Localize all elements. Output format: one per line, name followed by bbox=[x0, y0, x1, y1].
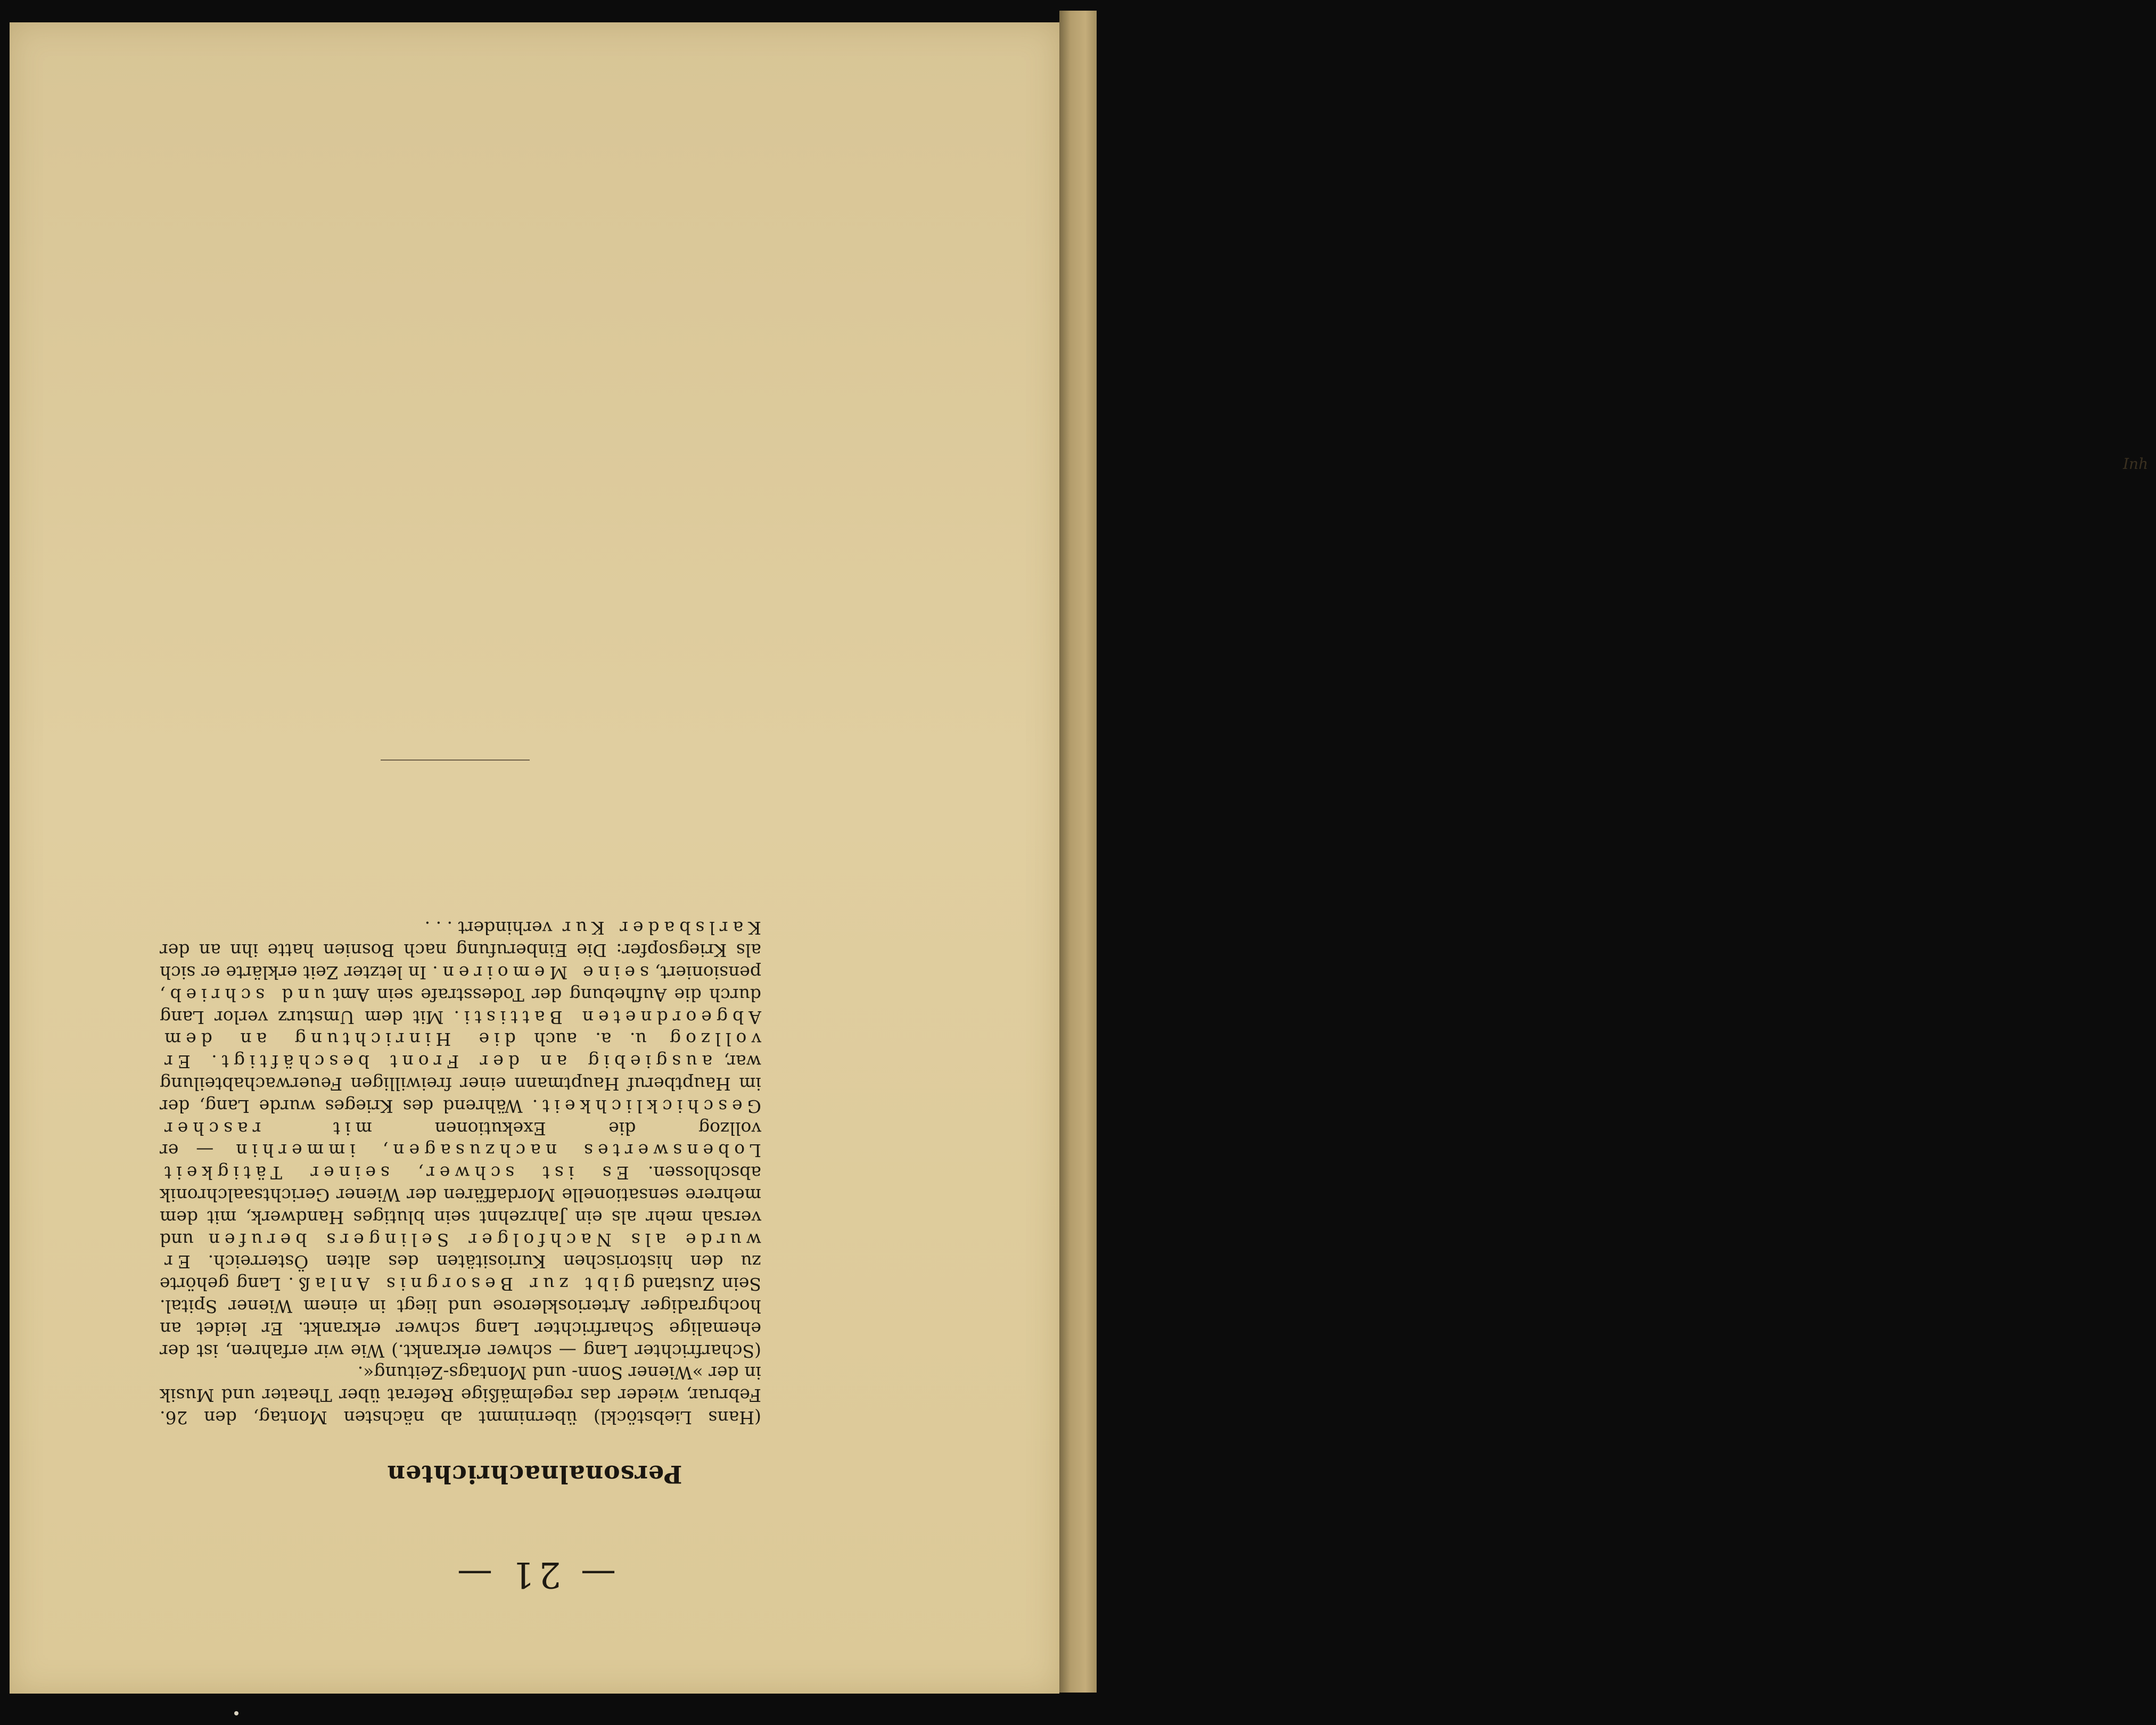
article-2-text-b: . Lang gehörte zu den historischen Kuriositäten des alten Österreich. bbox=[160, 1251, 761, 1295]
article-2-spaced-9: Karlsbader Kur bbox=[557, 918, 761, 939]
article-2-text-a: (Scharfrichter Lang — schwer erkrankt.) Wie wir erfahren, ist der ehemalige Scharfrichter Lang schwer erkrankt. Er leidet an hochgradiger Arteriosklerose und liegt in einem Wiener Spital. Sein Zustand bbox=[160, 1274, 761, 1361]
article-2-spaced-6: die Hinrichtung an dem Abgeordneten Battisti bbox=[159, 1006, 761, 1050]
section-title: Personalnachrichten bbox=[386, 1460, 682, 1489]
page-number: — 21 — bbox=[453, 1554, 616, 1595]
article-1-text: (Hans Liebstöckl) übernimmt ab nächsten Montag, den 26. Februar, wieder das regelmäßige Referat über Theater und Musik in der »Wiener Sonn- und Montags-Zeitung«. bbox=[160, 1363, 761, 1428]
upside-down-content bbox=[10, 22, 1059, 1694]
article-2-spaced-4: mit rascher Geschicklichkeit bbox=[160, 1095, 761, 1139]
article-2-text-j: verhindert . . . bbox=[424, 918, 558, 939]
article-2-spaced-1: gibt zur Besorgnis Anlaß bbox=[293, 1274, 635, 1295]
article-2-text-d: — er vollzog die Exekutionen bbox=[160, 1118, 761, 1161]
article-2-text-c: und versah mehr als ein Jahrzehnt sein blutiges Handwerk, mit dem mehrere sensationelle Mordaffären der Wiener Gerichtsaalchronik abschlossen. bbox=[160, 1162, 761, 1250]
article-2-text-f: u. a. auch bbox=[515, 1029, 665, 1050]
adjacent-page-edge bbox=[1059, 11, 2149, 1693]
book-page bbox=[10, 22, 1059, 1694]
article-2-spaced-8: seine Memoiren bbox=[438, 962, 649, 984]
article-2-text-i: . In letzter Zeit erklärte er sich als Kriegsopfer: Die Einberufung nach Bosnien hatte ihn an der bbox=[160, 940, 761, 984]
margin-handwriting: Inh bbox=[2123, 455, 2149, 473]
article-body bbox=[160, 917, 761, 1429]
article-2-spaced-2: Er wurde als Nachfolger Selingers berufen bbox=[160, 1229, 761, 1273]
article-2-text-e: . Während des Krieges wurde Lang, der im Hauptberuf Hauptmann einer freiwilligen Feuerwachabteilung war, bbox=[160, 1051, 761, 1117]
article-2-spaced-7: und schrieb bbox=[165, 984, 326, 1005]
article-2-text-h: , pensioniert, bbox=[160, 962, 761, 1005]
article-2-spaced-5: ausgiebig an der Front beschäftigt. Er vollzog bbox=[160, 1029, 761, 1072]
scan-speck bbox=[234, 1711, 238, 1715]
article-liebstoeckl bbox=[160, 1362, 761, 1429]
article-lang bbox=[160, 917, 761, 1362]
article-2-spaced-3: Es ist schwer, seiner Tätigkeit Lobenswertes nachzusagen, immerhin bbox=[160, 1140, 761, 1184]
section-divider bbox=[381, 760, 530, 761]
article-2-text-g: . Mit dem Umsturz verlor Lang durch die Aufhebung der Todesstrafe sein Amt bbox=[160, 984, 761, 1028]
